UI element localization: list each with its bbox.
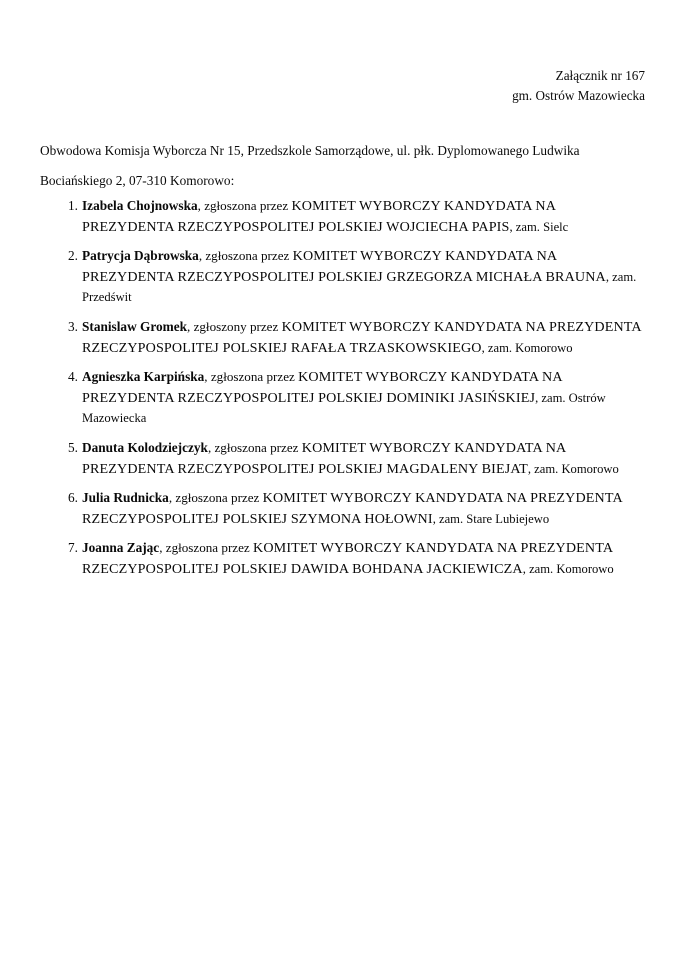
member-committee: KOMITET WYBORCZY KANDYDATA NA PREZYDENTA RZECZYPOSPOLITEJ POLSKIEJ DOMINIKI JASIŃSKIEJ xyxy=(82,369,562,406)
commission-address-paragraph: Obwodowa Komisja Wyborcza Nr 15, Przedszkole Samorządowe, ul. płk. Dyplomowanego Ludwika Bociańskiego 2, 07-310 Komorowo: xyxy=(40,143,580,189)
member-committee: KOMITET WYBORCZY KANDYDATA NA PREZYDENTA RZECZYPOSPOLITEJ POLSKIEJ RAFAŁA TRZASKOWSKIEGO xyxy=(82,318,641,356)
member-residence: , zam. Przedświt xyxy=(82,269,637,305)
list-item xyxy=(40,246,645,308)
member-nomination-verb: , zgłoszona przez xyxy=(207,439,302,455)
member-residence: , zam. Stare Lubiejewo xyxy=(432,511,550,526)
list-item-number: 5. xyxy=(68,439,78,455)
member-name: Agnieszka Karpińska xyxy=(82,369,205,385)
list-item xyxy=(40,438,645,479)
member-residence: , zam. Komorowo xyxy=(522,561,614,576)
member-committee: KOMITET WYBORCZY KANDYDATA NA PREZYDENTA RZECZYPOSPOLITEJ POLSKIEJ WOJCIECHA PAPIS xyxy=(82,198,556,235)
list-item xyxy=(40,488,645,529)
member-committee: KOMITET WYBORCZY KANDYDATA NA PREZYDENTA RZECZYPOSPOLITEJ POLSKIEJ SZYMONA HOŁOWNI xyxy=(82,490,623,527)
member-residence: , zam. Ostrów Mazowiecka xyxy=(82,390,606,426)
list-item-number: 6. xyxy=(68,490,78,506)
list-item xyxy=(40,367,645,429)
member-residence: , zam. Sielc xyxy=(509,219,569,234)
member-residence: , zam. Komorowo xyxy=(527,461,619,476)
list-item xyxy=(40,196,645,237)
member-nomination-verb: , zgłoszona przez xyxy=(197,198,292,213)
list-item-number: 7. xyxy=(68,540,78,556)
member-committee: KOMITET WYBORCZY KANDYDATA NA PREZYDENTA RZECZYPOSPOLITEJ POLSKIEJ GRZEGORZA MICHAŁA BRAUNA xyxy=(82,248,606,285)
member-name: Stanislaw Gromek xyxy=(82,318,188,334)
attachment-number: Załącznik nr 167 xyxy=(555,68,645,83)
member-nomination-verb: , zgłoszony przez xyxy=(187,318,282,334)
member-committee: KOMITET WYBORCZY KANDYDATA NA PREZYDENTA RZECZYPOSPOLITEJ POLSKIEJ DAWIDA BOHDANA JACKIEWICZA xyxy=(82,540,613,577)
list-item-number: 2. xyxy=(68,248,78,264)
member-nomination-verb: , zgłoszona przez xyxy=(198,248,293,264)
member-residence: , zam. Komorowo xyxy=(481,340,573,355)
member-name: Izabela Chojnowska xyxy=(82,198,198,213)
member-name: Julia Rudnicka xyxy=(82,490,169,506)
list-item-number: 1. xyxy=(68,198,78,213)
member-committee: KOMITET WYBORCZY KANDYDATA NA PREZYDENTA RZECZYPOSPOLITEJ POLSKIEJ MAGDALENY BIEJAT xyxy=(82,439,566,477)
list-item-number: 3. xyxy=(68,318,78,334)
list-item-number: 4. xyxy=(68,369,78,385)
member-nomination-verb: , zgłoszona przez xyxy=(159,540,254,556)
list-item xyxy=(40,317,645,358)
municipality-name: gm. Ostrów Mazowiecka xyxy=(512,88,645,103)
member-name: Danuta Kolodziejczyk xyxy=(82,439,208,455)
member-nomination-verb: , zgłoszona przez xyxy=(168,490,263,506)
list-item xyxy=(40,538,645,579)
member-nomination-verb: , zgłoszona przez xyxy=(204,369,299,385)
commission-members-list xyxy=(40,196,645,589)
member-name: Patrycja Dąbrowska xyxy=(82,248,199,264)
member-name: Joanna Zając xyxy=(82,540,160,556)
document-header xyxy=(512,66,645,106)
